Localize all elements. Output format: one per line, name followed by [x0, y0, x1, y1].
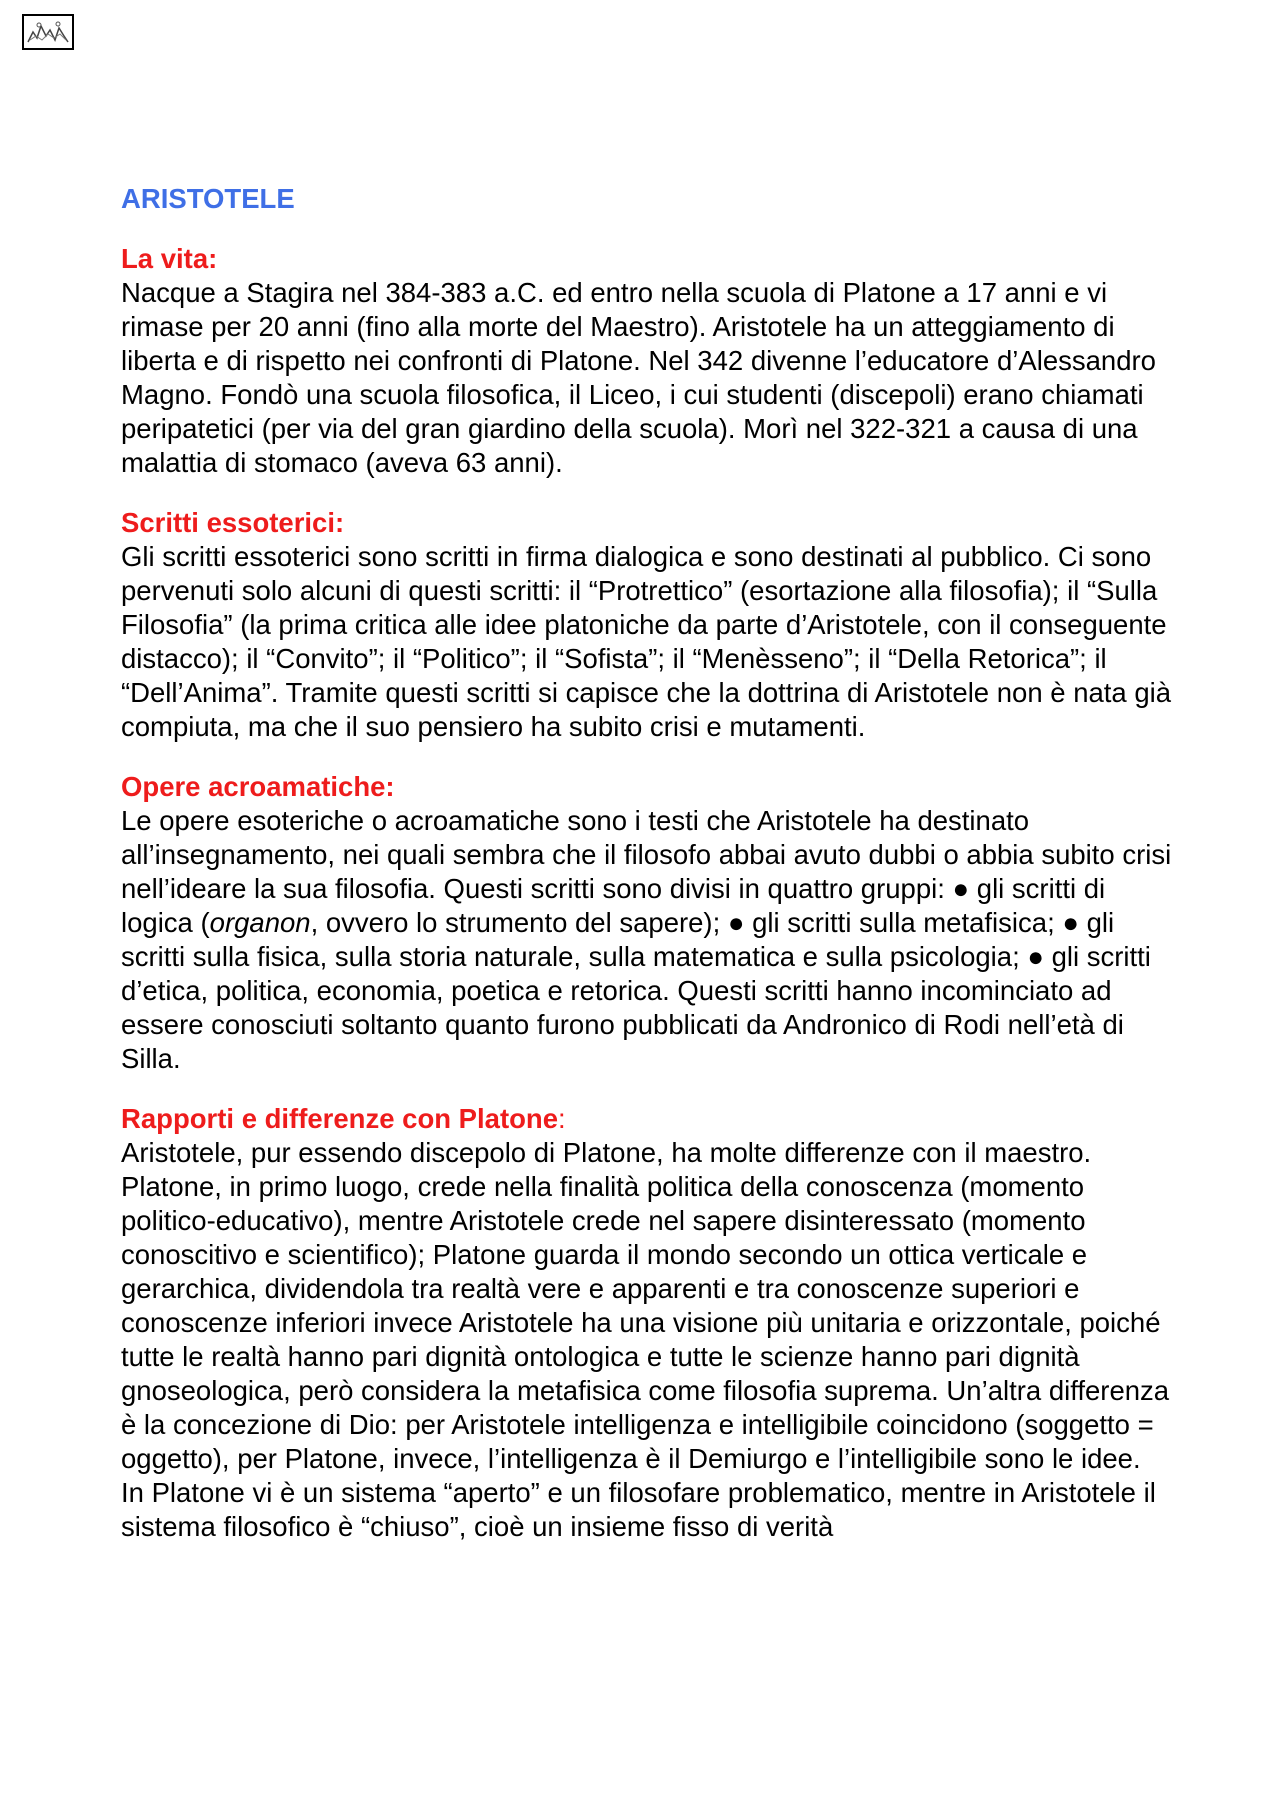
page-title: ARISTOTELE [121, 183, 295, 214]
document-body [121, 182, 1181, 1570]
section-heading: Scritti essoterici: [121, 507, 345, 538]
section-heading: Opere acroamatiche: [121, 771, 395, 802]
section-heading: La vita: [121, 243, 218, 274]
italic-term: organon [209, 907, 311, 938]
section-paragraph: In Platone vi è un sistema “aperto” e un filosofare problematico, mentre in Aristotele il sistema filosofico è “chiuso”, cioè un insieme fisso di verità [121, 1477, 1156, 1542]
section-heading-text: Rapporti e differenze con Platone [121, 1103, 559, 1134]
section-paragraph: Nacque a Stagira nel 384-383 a.C. ed entro nella scuola di Platone a 17 anni e vi rimase per 20 anni (fino alla morte del Maestro). Aristotele ha un atteggiamento di liberta e di rispetto nei confronti di Platone. Nel 342 divenne l’educatore d’Alessandro Magno. Fondò una scuola filosofica, il Liceo, i cui studenti (discepoli) erano chiamati peripatetici (per via del gran giardino della scuola). Morì nel 322-321 a causa di una malattia di stomaco (aveva 63 anni). [121, 277, 1156, 478]
section-la-vita [121, 242, 1181, 480]
paragraph-text: , ovvero lo strumento del sapere); ● gli scritti sulla metafisica; ● gli scritti sulla fisica, sulla storia naturale, sulla matematica e sulla psicologia; ● gli scritti d’etica, politica, economia, poetica e retorica. Questi scritti hanno incominciato ad essere conosciuti soltanto quanto furono pubblicati da Andronico di Rodi nell’età di Silla. [121, 907, 1151, 1074]
paragraph-text: Le opere esoteriche o acroamatiche sono i testi che Aristotele ha destinato all’insegnamento, nei quali sembra che il filosofo abbai avuto dubbi o abbia subito crisi nell’ideare la sua filosofia. Questi scritti sono divisi in quattro gruppi: ● gli scritti di logica ( [121, 805, 1172, 938]
section-heading [121, 1102, 1181, 1136]
section-paragraph: Aristotele, pur essendo discepolo di Platone, ha molte differenze con il maestro. Platone, in primo luogo, crede nella finalità politica della conoscenza (momento politico-educativo), mentre Aristotele crede nel sapere disinteressato (momento conoscitivo e scientifico); Platone guarda il mondo secondo un ottica verticale e gerarchica, dividendola tra realtà vere e apparenti e tra conoscenze superiori e conoscenze inferiori invece Aristotele ha una visione più unitaria e orizzontale, poiché tutte le realtà hanno pari dignità ontologica e tutte le scienze hanno pari dignità gnoseologica, però considera la metafisica come filosofia suprema. Un’altra differenza è la concezione di Dio: per Aristotele intelligenza e intelligibile coincidono (soggetto = oggetto), per Platone, invece, l’intelligenza è il Demiurgo e l’intelligibile sono le idee. [121, 1137, 1170, 1474]
logo-drawing [24, 16, 72, 48]
section-opere-acroamatiche [121, 770, 1181, 1076]
document-logo-icon [22, 14, 74, 50]
section-paragraph: Gli scritti essoterici sono scritti in firma dialogica e sono destinati al pubblico. Ci sono pervenuti solo alcuni di questi scritti: il “Protrettico” (esortazione alla filosofia); il “Sulla Filosofia” (la prima critica alle idee platoniche da parte d’Aristotele, con il conseguente distacco); il “Convito”; il “Politico”; il “Sofista”; il “Menèsseno”; il “Della Retorica”; il “Dell’Anima”. Tramite questi scritti si capisce che la dottrina di Aristotele non è nata già compiuta, ma che il suo pensiero ha subito crisi e mutamenti. [121, 541, 1172, 742]
section-scritti-essoterici [121, 506, 1181, 744]
section-heading-colon: : [558, 1103, 566, 1134]
section-rapporti-platone [121, 1102, 1181, 1544]
section-paragraph [121, 804, 1181, 1076]
